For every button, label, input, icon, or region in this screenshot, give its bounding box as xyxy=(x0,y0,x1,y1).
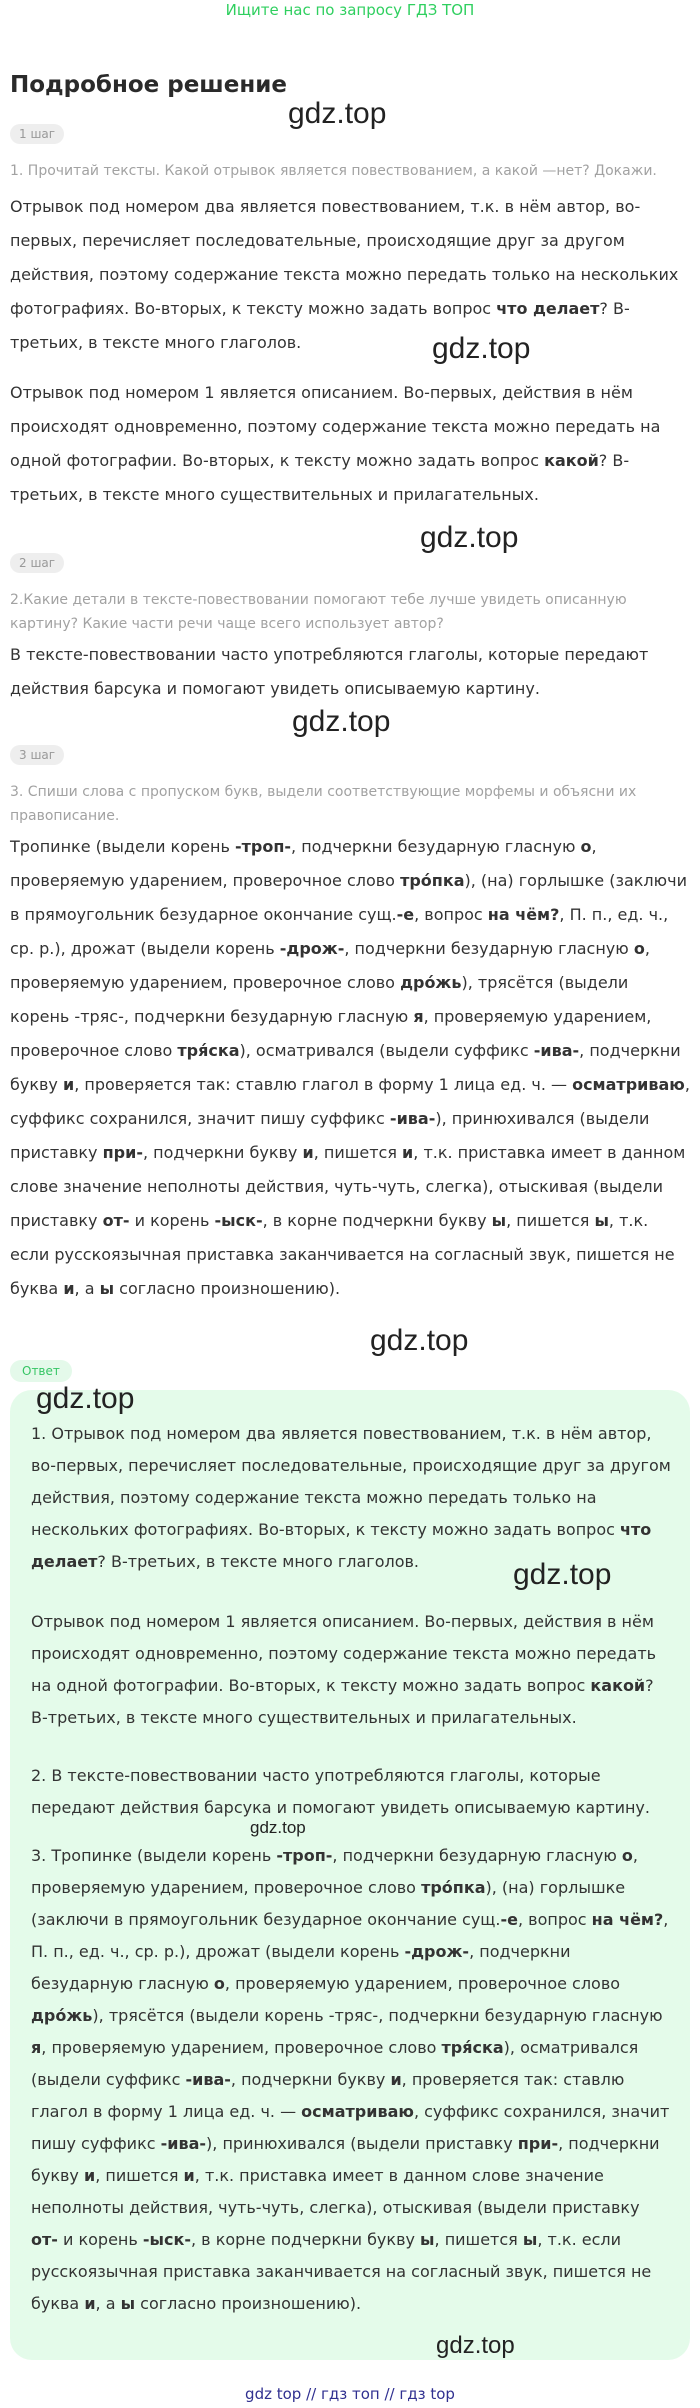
watermark: gdz.top xyxy=(292,705,391,738)
answer-paragraph: 3. Тропинке (выдели корень -троп-, подчеркни безударную гласную о, проверяемую ударением, проверочное слово тро́пка), (на) горлышке (заключи в прямоугольник безударное окончание сущ.-е, вопрос на чём?, П. п., ед. ч., ср. р.), дрожат (выдели корень -дрож-, подчеркни безударную гласную о, проверяемую ударением, проверочное слово дро́жь), трясётся (выдели корень -тряс-, подчеркни безударную гласную я, проверяемую ударением, проверочное слово тря́ска), осматривался (выдели суффикс -ива-, подчеркни букву и, проверяется так: ставлю глагол в форму 1 лица ед. ч. — осматриваю, суффикс сохранился, значит пишу суффикс -ива-), принюхивался (выдели приставку при-, подчеркни букву и, пишется и, т.к. приставка имеет в данном слове значение неполноты действия, чуть-чуть, слегка), отыскивая (выдели приставку от- и корень -ыск-, в корне подчеркни букву ы, пишется ы, т.к. если русскоязычная приставка заканчивается на согласный звук, пишется не буква и, а ы согласно произношению). xyxy=(31,1846,670,2313)
solution-paragraph: Отрывок под номером два является повествованием, т.к. в нём автор, во-первых, перечисляет последовательные, происходящие друг за другом действия, поэтому содержание текста можно передать только на нескольких фотографиях. Во-вторых, к тексту можно задать вопрос что делает? В-третьих, в тексте много глаголов. xyxy=(10,197,679,352)
footer-separator: // xyxy=(306,2385,317,2403)
search-hint-link[interactable]: Ищите нас по запросу ГДЗ ТОП xyxy=(225,1,475,19)
task-text: 1. Прочитай тексты. Какой отрывок является повествованием, а какой —нет? Докажи. xyxy=(10,163,657,179)
answer-paragraph: 1. Отрывок под номером два является повествованием, т.к. в нём автор, во-первых, перечисляет последовательные, происходящие друг за другом действия, поэтому содержание текста можно передать только на нескольких фотографиях. Во-вторых, к тексту можно задать вопрос что делает? В-третьих, в тексте много глаголов. xyxy=(31,1424,671,1571)
solution-paragraph: В тексте-повествовании часто употребляются глаголы, которые передают действия барсука и помогают увидеть описываемую картину. xyxy=(10,645,649,698)
watermark: gdz.top xyxy=(36,1382,135,1415)
step-badge: 2 шаг xyxy=(10,553,64,573)
footer-separator: // xyxy=(384,2385,395,2403)
top-banner xyxy=(0,0,700,20)
answer-paragraph: Отрывок под номером 1 является описанием. Во-первых, действия в нём происходят одновременно, поэтому содержание текста можно передать на одной фотографии. Во-вторых, к тексту можно задать вопрос какой? В-третьих, в тексте много существительных и прилагательных. xyxy=(31,1612,657,1727)
watermark: gdz.top xyxy=(436,2332,515,2359)
solution-paragraph: Тропинке (выдели корень -троп-, подчеркни безударную гласную о, проверяемую ударением, проверочное слово тро́пка), (на) горлышке (заключи в прямоугольник безударное окончание сущ.-е, вопрос на чём?, П. п., ед. ч., ср. р.), дрожат (выдели корень -дрож-, подчеркни безударную гласную о, проверяемую ударением, проверочное слово дро́жь), трясётся (выдели корень -тряс-, подчеркни безударную гласную я, проверяемую ударением, проверочное слово тря́ска), осматривался (выдели суффикс -ива-, подчеркни букву и, проверяется так: ставлю глагол в форму 1 лица ед. ч. — осматриваю, суффикс сохранился, значит пишу суффикс -ива-), принюхивался (выдели приставку при-, подчеркни букву и, пишется и, т.к. приставка имеет в данном слове значение неполноты действия, чуть-чуть, слегка), отыскивая (выдели приставку от- и корень -ыск-, в корне подчеркни букву ы, пишется ы, т.к. если русскоязычная приставка заканчивается на согласный звук, пишется не буква и, а ы согласно произношению). xyxy=(10,837,690,1298)
answer-badge: Ответ xyxy=(10,1360,72,1382)
step-badge: 3 шаг xyxy=(10,745,64,765)
task-text: 3. Спиши слова с пропуском букв, выдели соответствующие морфемы и объясни их правописание. xyxy=(10,784,637,824)
page-title: Подробное решение xyxy=(10,72,287,98)
watermark: gdz.top xyxy=(288,97,387,130)
footer-link-gdz-top[interactable]: gdz top xyxy=(245,2385,302,2403)
footer-link-gdz-top-ru[interactable]: гдз топ xyxy=(320,2385,380,2403)
watermark: gdz.top xyxy=(370,1324,469,1357)
watermark: gdz.top xyxy=(432,332,531,365)
task-text: 2.Какие детали в тексте-повествовании помогают тебе лучше увидеть описанную картину? Какие части речи чаще всего использует автор? xyxy=(10,592,627,632)
answer-paragraph: 2. В тексте-повествовании часто употребляются глаголы, которые передают действия барсука и помогают увидеть описываемую картину. xyxy=(31,1766,650,1817)
step-badge: 1 шаг xyxy=(10,124,64,144)
watermark: gdz.top xyxy=(250,1818,306,1837)
watermark: gdz.top xyxy=(420,521,519,554)
footer-link-gdz-top-mixed[interactable]: гдз top xyxy=(399,2385,455,2403)
solution-paragraph: Отрывок под номером 1 является описанием. Во-первых, действия в нём происходят одновременно, поэтому содержание текста можно передать на одной фотографии. Во-вторых, к тексту можно задать вопрос какой? В-третьих, в тексте много существительных и прилагательных. xyxy=(10,383,661,504)
footer-links xyxy=(0,2384,700,2404)
watermark: gdz.top xyxy=(513,1558,612,1591)
